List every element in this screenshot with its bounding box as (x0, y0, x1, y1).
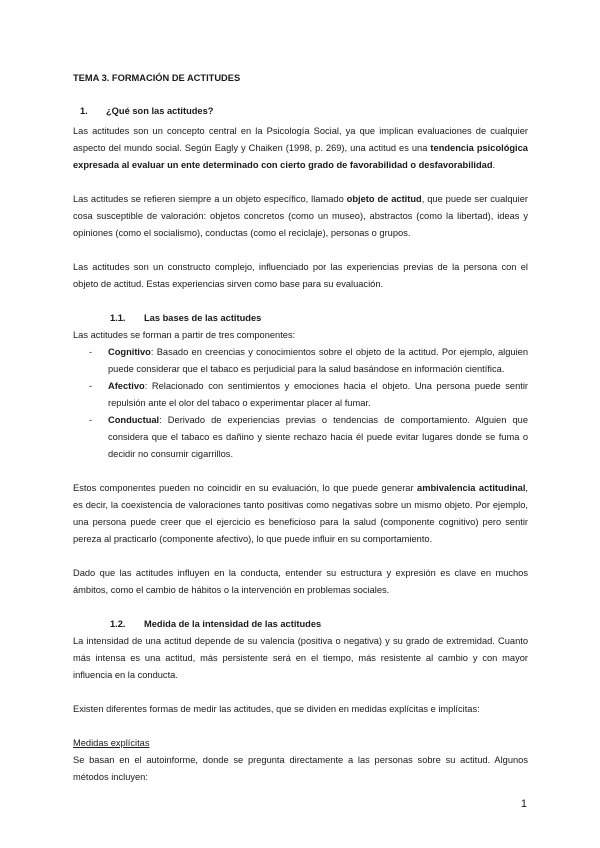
item-label: Conductual (108, 415, 160, 425)
term-bold: ambivalencia actitudinal (417, 483, 526, 493)
text-run: Estos componentes pueden no coincidir en su evaluación, lo que puede generar (73, 483, 418, 493)
paragraph-construct: Las actitudes son un constructo complejo, influenciado por las experiencias previas de la persona con el objeto de actitud. Estas experiencias sirven como base para su evaluación. (73, 262, 528, 289)
section-number: 1. (80, 106, 88, 116)
section-1-heading (73, 103, 528, 120)
text-run: , que puede ser cualquier cosa susceptible de valoración: objetos concretos (como un museo), abstractos (como la libertad), ideas y opiniones (como el socialismo), conductas (como el reciclaje), personas o grupos. (73, 194, 528, 238)
term-bold: objeto de actitud (346, 194, 422, 204)
components-list (73, 344, 528, 463)
text-run: , es decir, la coexistencia de valoraciones tanto positivas como negativas sobre un mismo objeto. Por ejemplo, una persona puede creer que el ejercicio es beneficioso para la salud (componente cognitivo) pero sentir pereza al practicarlo (componente afectivo), lo que puede influir en su comportamiento. (73, 483, 528, 544)
page-content (73, 70, 528, 786)
paragraph-self-report: Se basan en el autoinforme, donde se pregunta directamente a las personas sobre su actitud. Algunos métodos incluyen: (73, 755, 528, 782)
section-title: ¿Qué son las actitudes? (106, 106, 214, 116)
paragraph-behavior: Dado que las actitudes influyen en la conducta, entender su estructura y expresión es clave en muchos ámbitos, como el cambio de hábitos o la intervención en problemas sociales. (73, 568, 528, 595)
section-title: Medida de la intensidad de las actitudes (144, 619, 322, 629)
text-run: Las actitudes son un concepto central en la Psicología Social, ya que implican evaluaciones de cualquier aspecto del mundo social. Según Eagly y Chaiken (1998, p. 269), una actitud es una (73, 126, 528, 153)
item-label: Cognitivo (108, 347, 151, 357)
item-text: : Basado en creencias y conocimientos sobre el objeto de la actitud. Por ejemplo, alguien puede considerar que el tabaco es perjudicial para la salud basándose en información científica. (108, 347, 528, 374)
page-number: 1 (520, 798, 527, 810)
list-item (73, 344, 528, 378)
definition-bold: tendencia psicológica expresada al evaluar un ente determinado con cierto grado de favorabilidad o desfavorabilidad (73, 143, 528, 170)
text-run: Las actitudes se refieren siempre a un objeto específico, llamado (73, 194, 347, 204)
paragraph-definition (73, 123, 528, 174)
list-item (73, 412, 528, 463)
text-run: . (492, 160, 496, 170)
paragraph-ambivalence (73, 480, 528, 548)
item-label: Afectivo (108, 381, 145, 391)
section-1-1-heading (73, 310, 528, 327)
section-number: 1.1. (110, 313, 126, 323)
list-dash: - (89, 415, 93, 425)
item-text: : Relacionado con sentimientos y emociones hacia el objeto. Una persona puede sentir repulsión ante el olor del tabaco o experimentar placer al fumar. (108, 381, 528, 408)
section-1-2-heading (73, 616, 528, 633)
paragraph-attitude-object (73, 191, 528, 242)
paragraph-measures: Existen diferentes formas de medir las actitudes, que se dividen en medidas explícitas e implícitas: (73, 704, 480, 714)
list-dash: - (89, 381, 93, 391)
paragraph-components-intro: Las actitudes se forman a partir de tres componentes: (73, 330, 296, 340)
list-dash: - (89, 347, 93, 357)
list-item (73, 378, 528, 412)
section-title: Las bases de las actitudes (144, 313, 262, 323)
document-title: TEMA 3. FORMACIÓN DE ACTITUDES (73, 73, 241, 83)
subheading-explicit: Medidas explícitas (73, 738, 150, 748)
paragraph-intensity: La intensidad de una actitud depende de su valencia (positiva o negativa) y su grado de extremidad. Cuanto más intensa es una actitud, más persistente será en el tiempo, más resistente al cambio y con mayor influencia en la conducta. (73, 636, 528, 680)
item-text: : Derivado de experiencias previas o tendencias de comportamiento. Alguien que considera que el tabaco es dañino y siente rechazo hacia él puede evitar lugares donde se fuma o decidir no consumir cigarrillos. (108, 415, 528, 459)
section-number: 1.2. (110, 619, 126, 629)
